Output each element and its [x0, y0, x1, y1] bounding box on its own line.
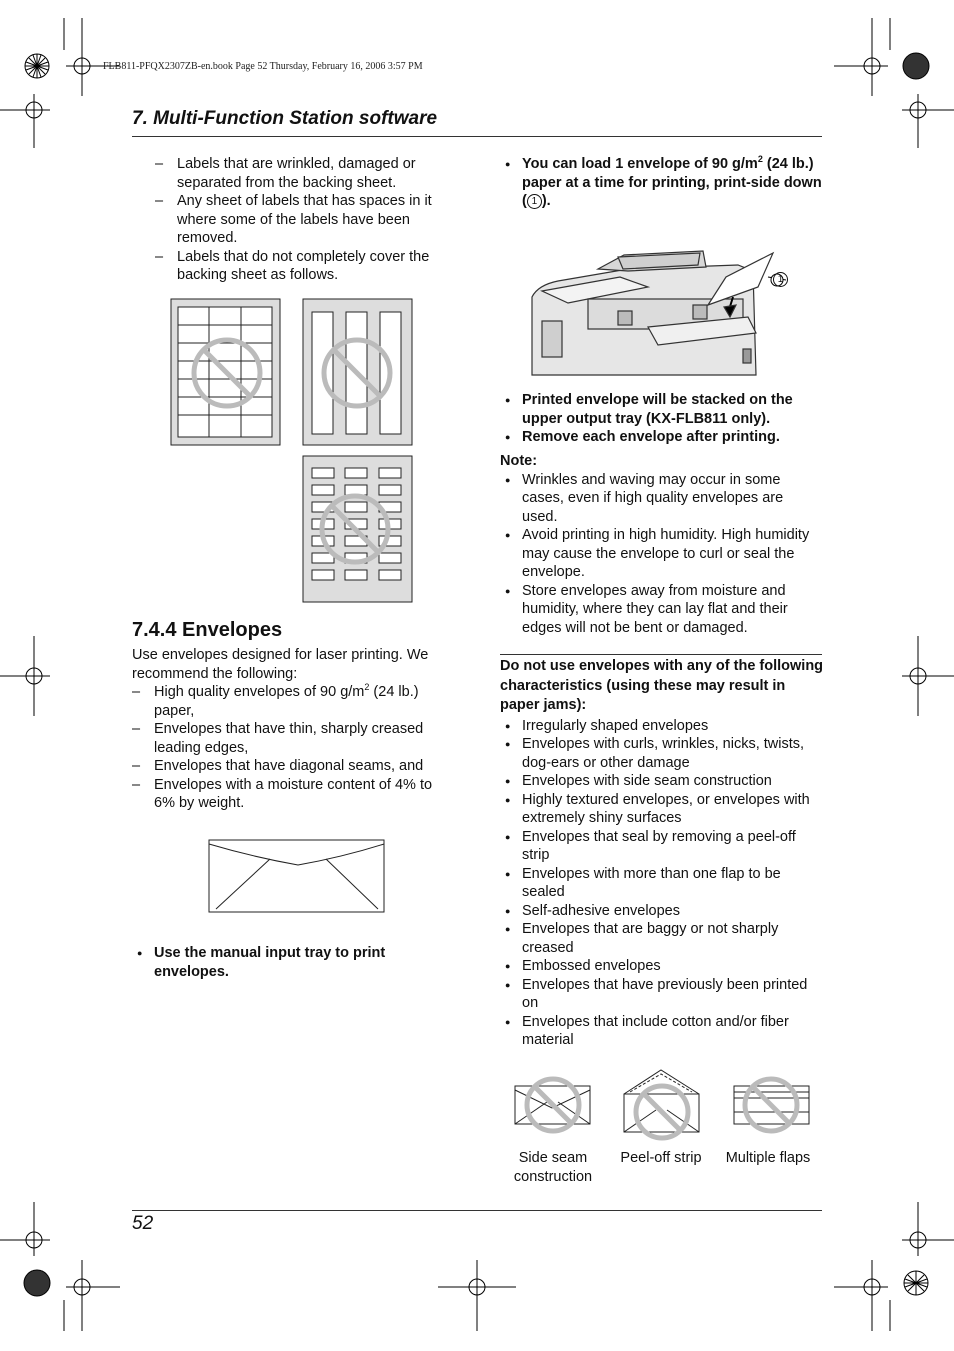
footer-rule — [132, 1210, 822, 1211]
labels-list — [155, 155, 450, 285]
list-item: ● Envelopes that include cotton and/or fiber material — [500, 1013, 825, 1050]
list-item: – Envelopes with a moisture content of 4% to 6% by weight. — [132, 776, 452, 813]
do-not-use-block — [500, 657, 825, 1050]
note-label: Note: — [500, 453, 538, 469]
list-item: ● Envelopes that have previously been printed on — [500, 976, 825, 1013]
list-item: ● Envelopes with side seam construction — [500, 772, 825, 791]
list-item: ● Remove each envelope after printing. — [500, 428, 820, 447]
list-item: ● Store envelopes away from moisture and humidity, where they can lay flat and their edges will not be bent or damaged. — [500, 582, 822, 638]
printer-callout: 1 — [773, 272, 788, 287]
list-item: – Labels that do not completely cover the backing sheet as follows. — [155, 248, 450, 285]
list-item: – Envelopes that have thin, sharply creased leading edges, — [132, 720, 452, 757]
caption-peel-off: Peel-off strip — [620, 1150, 702, 1166]
list-item: – Any sheet of labels that has spaces in it where some of the labels have been removed. — [155, 192, 450, 248]
list-item: – High quality envelopes of 90 $g/m^2$ (24 lb.) paper, — [132, 683, 452, 720]
label-sheets-illustration — [170, 298, 415, 606]
list-item: ● Embossed envelopes — [500, 957, 825, 976]
load-note: ● You can load 1 envelope of 90 $g/m^2$ (24 lb.) paper at a time for printing, print-side down ( 1 ). — [500, 155, 825, 211]
stacking-notes — [500, 391, 820, 447]
envelopes-recommendations — [132, 646, 452, 813]
caption-side-seam: Side seam construction — [513, 1150, 593, 1185]
good-envelope-illustration — [208, 839, 386, 914]
bad-envelopes-illustration — [512, 1068, 814, 1144]
callout-ref: 1 — [527, 194, 542, 209]
list-item: – Labels that are wrinkled, damaged or separated from the backing sheet. — [155, 155, 450, 192]
notes-block — [500, 452, 822, 637]
list-item: ● Irregularly shaped envelopes — [500, 717, 825, 736]
list-item: ● Avoid printing in high humidity. High humidity may cause the envelope to curl or seal the envelope. — [500, 526, 822, 582]
list-item: ● Envelopes with curls, wrinkles, nicks, twists, dog-ears or other damage — [500, 735, 825, 772]
printer-illustration — [528, 247, 793, 377]
caption-multiple-flaps: Multiple flaps — [725, 1150, 811, 1166]
list-item: ● Envelopes with more than one flap to be sealed — [500, 865, 825, 902]
list-item: ● Envelopes that are baggy or not sharply creased — [500, 920, 825, 957]
list-item: ● Envelopes that seal by removing a peel-off strip — [500, 828, 825, 865]
do-not-use-heading: Do not use envelopes with any of the following characteristics (using these may result in paper jams): — [500, 658, 824, 713]
list-item: ● Self-adhesive envelopes — [500, 902, 825, 921]
section-title: 7. Multi-Function Station software — [132, 108, 438, 129]
list-item: – Envelopes that have diagonal seams, and — [132, 757, 452, 776]
manual-tray-note — [132, 944, 432, 981]
list-item: ● Printed envelope will be stacked on the upper output tray (KX-FLB811 only). — [500, 391, 820, 428]
file-info: FLB811-PFQX2307ZB-en.book Page 52 Thursday, February 16, 2006 3:57 PM — [103, 61, 423, 72]
list-item: ● Highly textured envelopes, or envelopes with extremely shiny surfaces — [500, 791, 825, 828]
list-item: ● Wrinkles and waving may occur in some cases, even if high quality envelopes are used. — [500, 471, 822, 527]
envelopes-intro: Use envelopes designed for laser printing. We recommend the following: — [132, 647, 429, 682]
section-divider — [500, 654, 822, 655]
list-item: ● Use the manual input tray to print envelopes. — [132, 944, 432, 981]
header-rule — [132, 136, 822, 137]
page-number: 52 — [132, 1213, 154, 1234]
envelopes-heading: 7.4.4 Envelopes — [132, 619, 283, 641]
